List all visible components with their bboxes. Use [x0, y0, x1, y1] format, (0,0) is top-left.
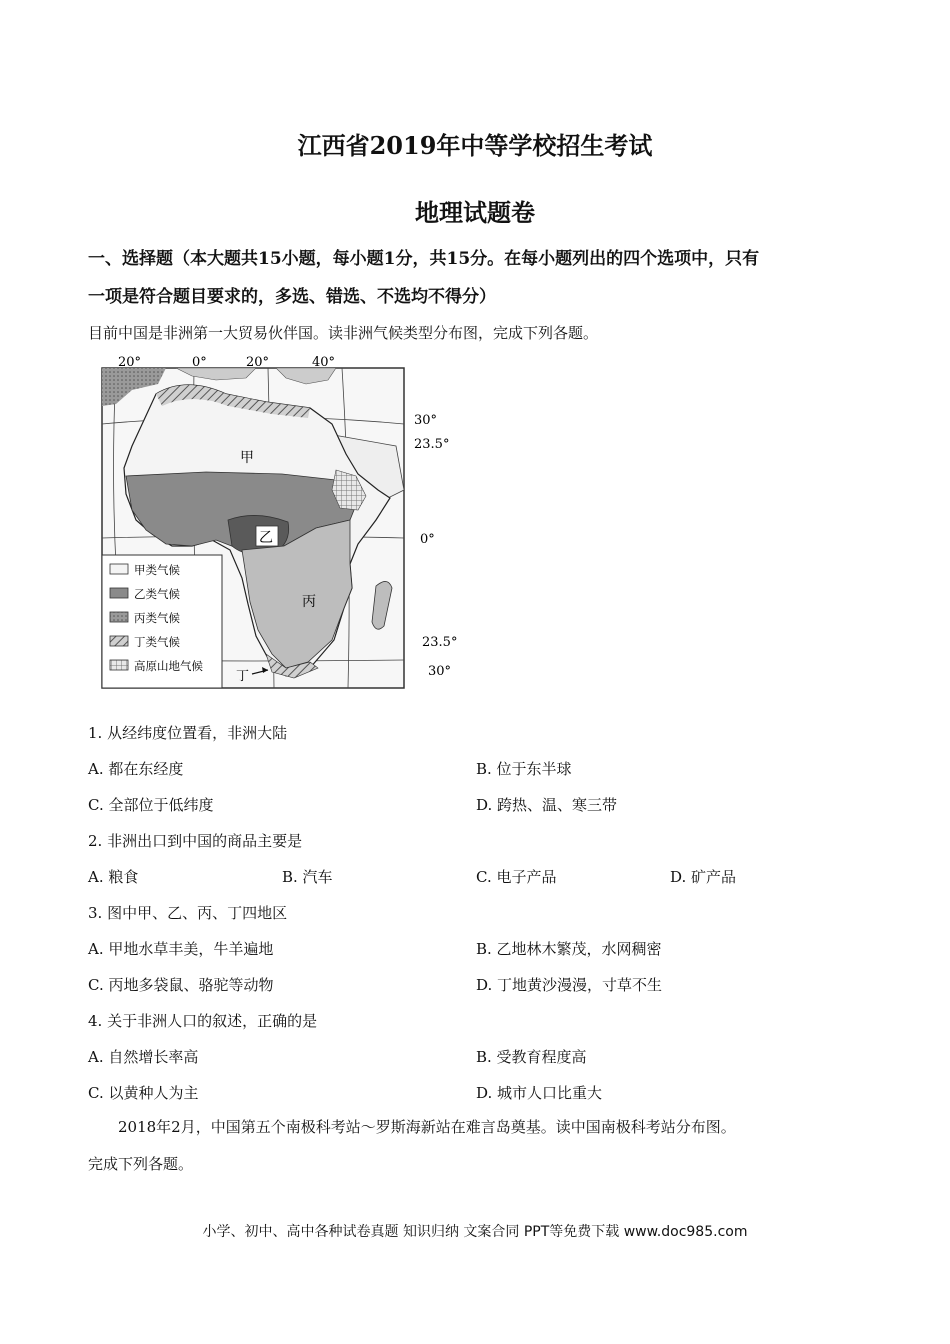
q2-option-a[interactable]: A. 粮食 [88, 868, 139, 886]
q1-option-c[interactable]: C. 全部位于低纬度 [88, 796, 214, 814]
lat-label: 0° [420, 532, 435, 547]
map-svg [96, 350, 468, 695]
region-label-bing: 丙 [302, 594, 316, 610]
q2-option-d[interactable]: D. 矿产品 [670, 868, 737, 886]
section-heading-line2: 一项是符合题目要求的，多选、错选、不选均不得分） [88, 287, 496, 307]
legend-label: 丁类气候 [134, 635, 180, 649]
legend-label: 高原山地气候 [134, 659, 203, 673]
lat-label: 23.5° [422, 635, 458, 650]
lat-label: 23.5° [414, 437, 450, 452]
section-heading-line1: 一、选择题（本大题共15小题，每小题1分，共15分。在每小题列出的四个选项中，只有 [88, 249, 760, 269]
section-intro: 目前中国是非洲第一大贸易伙伴国。读非洲气候类型分布图，完成下列各题。 [88, 324, 599, 342]
exam-subtitle: 地理试题卷 [415, 198, 535, 227]
q3-option-b[interactable]: B. 乙地林木繁茂，水网稠密 [476, 940, 662, 958]
q3-option-a[interactable]: A. 甲地水草丰美，牛羊遍地 [88, 940, 274, 958]
lon-label: 20° [118, 355, 142, 370]
region-label-yi: 乙 [259, 530, 273, 546]
lon-label: 40° [312, 355, 336, 370]
question-2-stem: 2. 非洲出口到中国的商品主要是 [88, 832, 303, 850]
exam-title: 江西省2019年中等学校招生考试 [297, 131, 653, 160]
q4-option-b[interactable]: B. 受教育程度高 [476, 1048, 587, 1066]
question-1-stem: 1. 从经纬度位置看，非洲大陆 [88, 724, 288, 742]
q1-option-a[interactable]: A. 都在东经度 [88, 760, 184, 778]
q4-option-c[interactable]: C. 以黄种人为主 [88, 1084, 199, 1102]
q1-option-d[interactable]: D. 跨热、温、寒三带 [476, 796, 618, 814]
lat-label: 30° [428, 664, 452, 679]
q4-option-d[interactable]: D. 城市人口比重大 [476, 1084, 603, 1102]
question-3-stem: 3. 图中甲、乙、丙、丁四地区 [88, 904, 288, 922]
q2-option-b[interactable]: B. 汽车 [282, 868, 333, 886]
question-4-stem: 4. 关于非洲人口的叙述，正确的是 [88, 1012, 318, 1030]
q3-option-d[interactable]: D. 丁地黄沙漫漫，寸草不生 [476, 976, 663, 994]
region-label-ding: 丁 [236, 669, 250, 684]
passage-2-line2: 完成下列各题。 [88, 1155, 194, 1173]
page-footer: 小学、初中、高中各种试卷真题 知识归纳 文案合同 PPT等免费下载 www.doc985.com [202, 1224, 748, 1240]
q1-option-b[interactable]: B. 位于东半球 [476, 760, 572, 778]
region-label-jia: 甲 [240, 450, 254, 466]
passage-2-line1: 2018年2月，中国第五个南极科考站～罗斯海新站在难言岛奠基。读中国南极科考站分布图。 [118, 1118, 736, 1136]
legend-label: 甲类气候 [134, 563, 180, 577]
q4-option-a[interactable]: A. 自然增长率高 [88, 1048, 199, 1066]
legend-label: 乙类气候 [134, 587, 180, 601]
q2-option-c[interactable]: C. 电子产品 [476, 868, 557, 886]
lon-label: 20° [246, 355, 270, 370]
lon-label: 0° [192, 355, 207, 370]
lat-label: 30° [414, 413, 438, 428]
q3-option-c[interactable]: C. 丙地多袋鼠、骆驼等动物 [88, 976, 274, 994]
africa-climate-map [96, 350, 468, 695]
legend-label: 丙类气候 [134, 611, 180, 625]
